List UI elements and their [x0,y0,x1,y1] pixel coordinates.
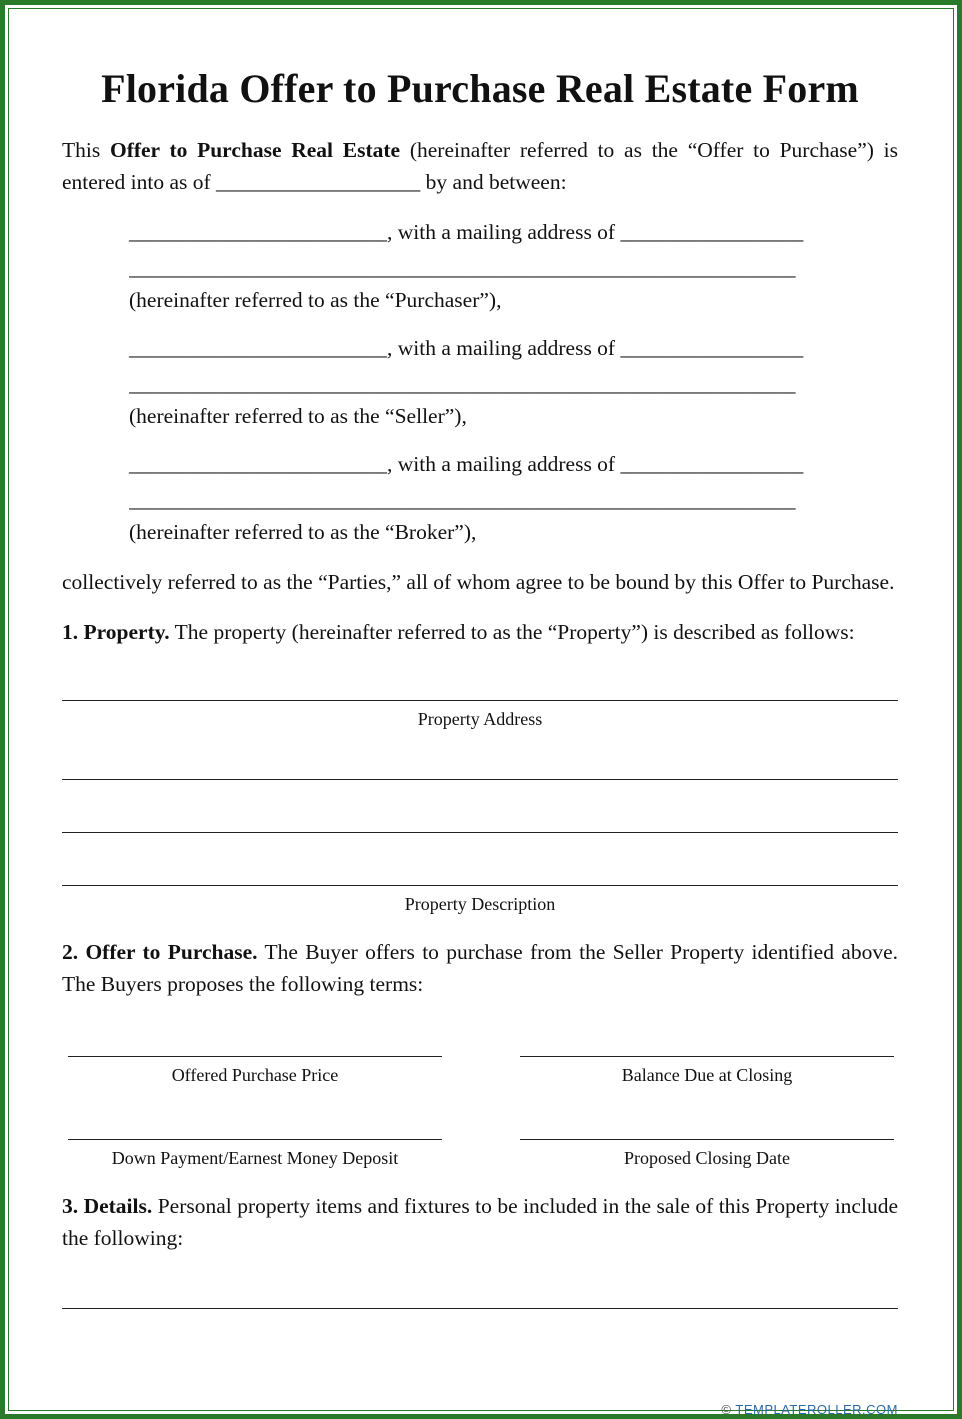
terms-row-2 [62,1121,898,1170]
party-name-address-line[interactable]: ________________________, with a mailing address of _________________ [129,452,804,476]
party-broker [62,448,898,548]
offered-price-field [68,1038,442,1087]
intro-text-start: This [62,138,110,162]
form-title: Florida Offer to Purchase Real Estate Form [101,66,859,111]
property-address-field [62,682,898,731]
party-reference: (hereinafter referred to as the “Purchaser”), [129,288,502,312]
terms-row-1 [62,1038,898,1087]
section-details [62,1190,898,1254]
intro-paragraph [62,134,898,198]
party-address-line[interactable]: ______________________________________________________________ [129,256,796,280]
section-offer-text: The Buyer offers to purchase from the Seller Property identified above. The Buyers proposes the following terms: [62,940,898,996]
copyright-symbol: © [721,1402,736,1417]
party-name-address-line[interactable]: ________________________, with a mailing address of _________________ [129,220,804,244]
party-address-line[interactable]: ______________________________________________________________ [129,488,796,512]
section-property [62,616,898,648]
property-description-line-2[interactable] [62,814,898,833]
party-purchaser [62,216,898,316]
down-payment-line[interactable] [68,1121,442,1140]
property-description-line-3[interactable] [62,867,898,886]
details-line[interactable] [62,1290,898,1309]
balance-due-line[interactable] [520,1038,894,1057]
section-offer [62,936,898,1000]
section-offer-heading: 2. Offer to Purchase. [62,940,258,964]
closing-date-label: Proposed Closing Date [624,1148,790,1168]
document-page [62,60,898,1309]
intro-bold-term: Offer to Purchase Real Estate [109,138,401,162]
section-property-heading: 1. Property. [62,620,170,644]
section-details-text: Personal property items and fixtures to be included in the sale of this Property include the following: [62,1194,898,1250]
down-payment-field [68,1121,442,1170]
offered-price-label: Offered Purchase Price [171,1065,339,1085]
intro-text-end: (hereinafter referred to as the “Offer to Purchase”) is entered into as of ___________________ by and between: [62,138,898,194]
offered-price-line[interactable] [68,1038,442,1057]
down-payment-label: Down Payment/Earnest Money Deposit [111,1148,399,1168]
balance-due-field [520,1038,894,1087]
parties-collective-paragraph: collectively referred to as the “Parties,” all of whom agree to be bound by this Offer to Purchase. [62,570,895,594]
footer-copyright [721,1402,898,1417]
balance-due-label: Balance Due at Closing [621,1065,793,1085]
property-address-label: Property Address [417,709,543,729]
property-address-line[interactable] [62,682,898,701]
closing-date-field [520,1121,894,1170]
party-seller [62,332,898,432]
section-property-text: The property (hereinafter referred to as the “Property”) is described as follows: [169,620,855,644]
party-reference: (hereinafter referred to as the “Seller”), [129,404,467,428]
property-description-line-1[interactable] [62,761,898,780]
closing-date-line[interactable] [520,1121,894,1140]
party-reference: (hereinafter referred to as the “Broker”), [129,520,477,544]
section-details-heading: 3. Details. [62,1194,153,1218]
property-description-field [62,761,898,916]
details-field [62,1290,898,1309]
party-name-address-line[interactable]: ________________________, with a mailing address of _________________ [129,336,804,360]
footer-brand-link[interactable]: TEMPLATEROLLER.COM [735,1402,898,1417]
party-address-line[interactable]: ______________________________________________________________ [129,372,796,396]
property-description-label: Property Description [404,894,556,914]
